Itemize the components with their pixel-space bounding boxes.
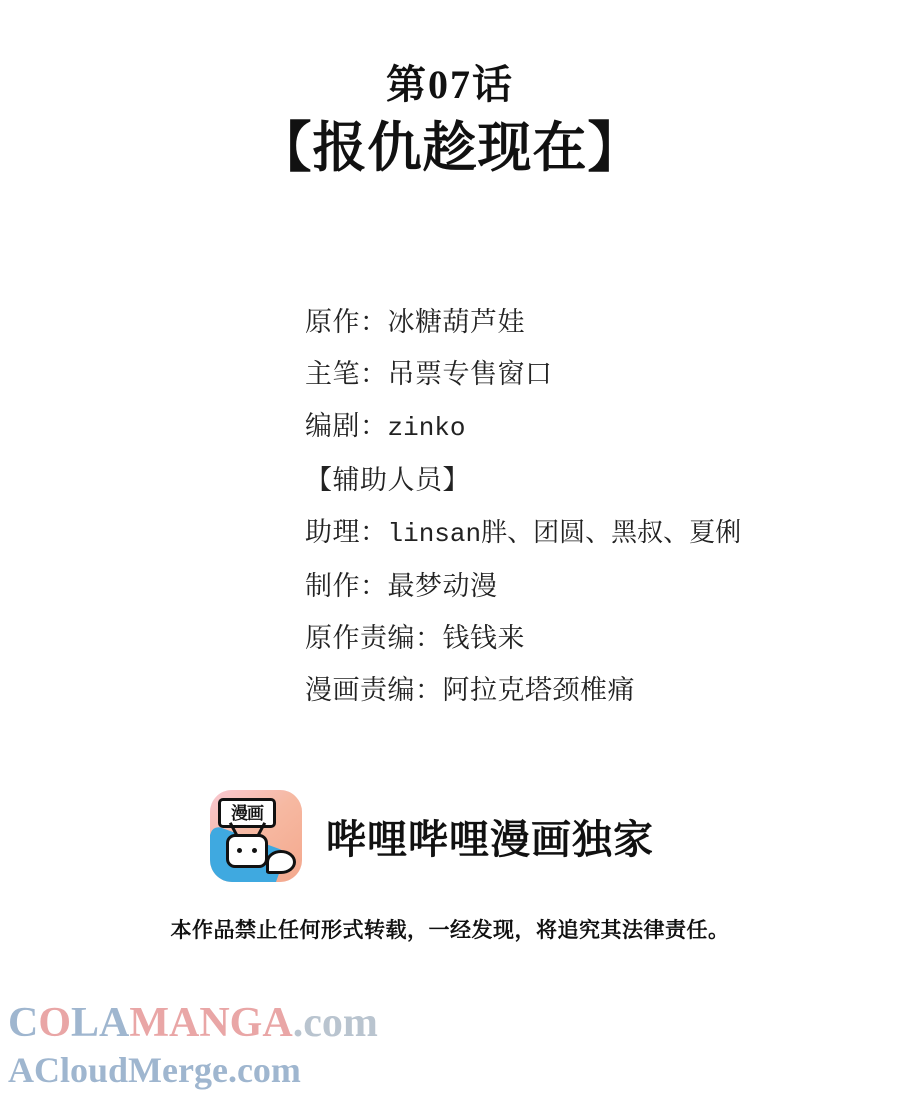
- credit-row: [305, 506, 865, 560]
- credit-row: [305, 560, 865, 612]
- logo-mascot-face: [226, 834, 268, 868]
- credits-list: [305, 296, 865, 716]
- watermark-word-manga: MANGA: [129, 1000, 293, 1046]
- credit-row: [305, 348, 865, 400]
- credit-label: 制作：: [305, 571, 388, 601]
- credit-value: linsan胖、团圆、黑叔、夏俐: [387, 519, 742, 549]
- title-block: [0, 62, 900, 181]
- credit-label: 编剧：: [305, 411, 388, 441]
- credit-label: 漫画责编：: [305, 675, 443, 705]
- watermark-line-1: [8, 1000, 378, 1046]
- credit-row-section-header: [305, 454, 865, 506]
- credit-row: [305, 612, 865, 664]
- credit-value: 【辅助人员】: [305, 465, 470, 495]
- chapter-title: 【报仇趁现在】: [257, 118, 643, 178]
- logo-banner-text: 漫画: [231, 803, 263, 823]
- watermark-char-c: C: [8, 1000, 39, 1046]
- credit-label: 原作责编：: [305, 623, 443, 653]
- credit-value: 阿拉克塔颈椎痛: [442, 675, 635, 705]
- legal-notice: 本作品禁止任何形式转载，一经发现，将追究其法律责任。: [170, 919, 730, 942]
- credit-label: 原作：: [305, 307, 388, 337]
- watermark-char-la: LA: [71, 1000, 130, 1046]
- watermark: [8, 1000, 378, 1092]
- credit-row: [305, 664, 865, 716]
- credit-label: 助理：: [305, 517, 388, 547]
- watermark-tld: .com: [292, 1000, 378, 1046]
- credit-row: [305, 400, 865, 454]
- chapter-number: 第07话: [386, 62, 514, 107]
- credit-value: 冰糖葫芦娃: [387, 307, 525, 337]
- credit-value: 最梦动漫: [387, 571, 498, 601]
- credit-value: 钱钱来: [442, 623, 525, 653]
- watermark-line-2: ACloudMerge.com: [8, 1050, 301, 1090]
- credit-value: zinko: [387, 413, 466, 443]
- logo-speech-bubble: [266, 850, 296, 874]
- credit-value: 吊票专售窗口: [387, 359, 553, 389]
- brand-row: [210, 790, 654, 882]
- credit-row: [305, 296, 865, 348]
- credit-label: 主笔：: [305, 359, 388, 389]
- watermark-char-o: O: [38, 1000, 72, 1046]
- logo-banner: [218, 798, 276, 828]
- bilibili-manga-logo-icon: [210, 790, 302, 882]
- brand-label: 哔哩哔哩漫画独家: [326, 817, 654, 862]
